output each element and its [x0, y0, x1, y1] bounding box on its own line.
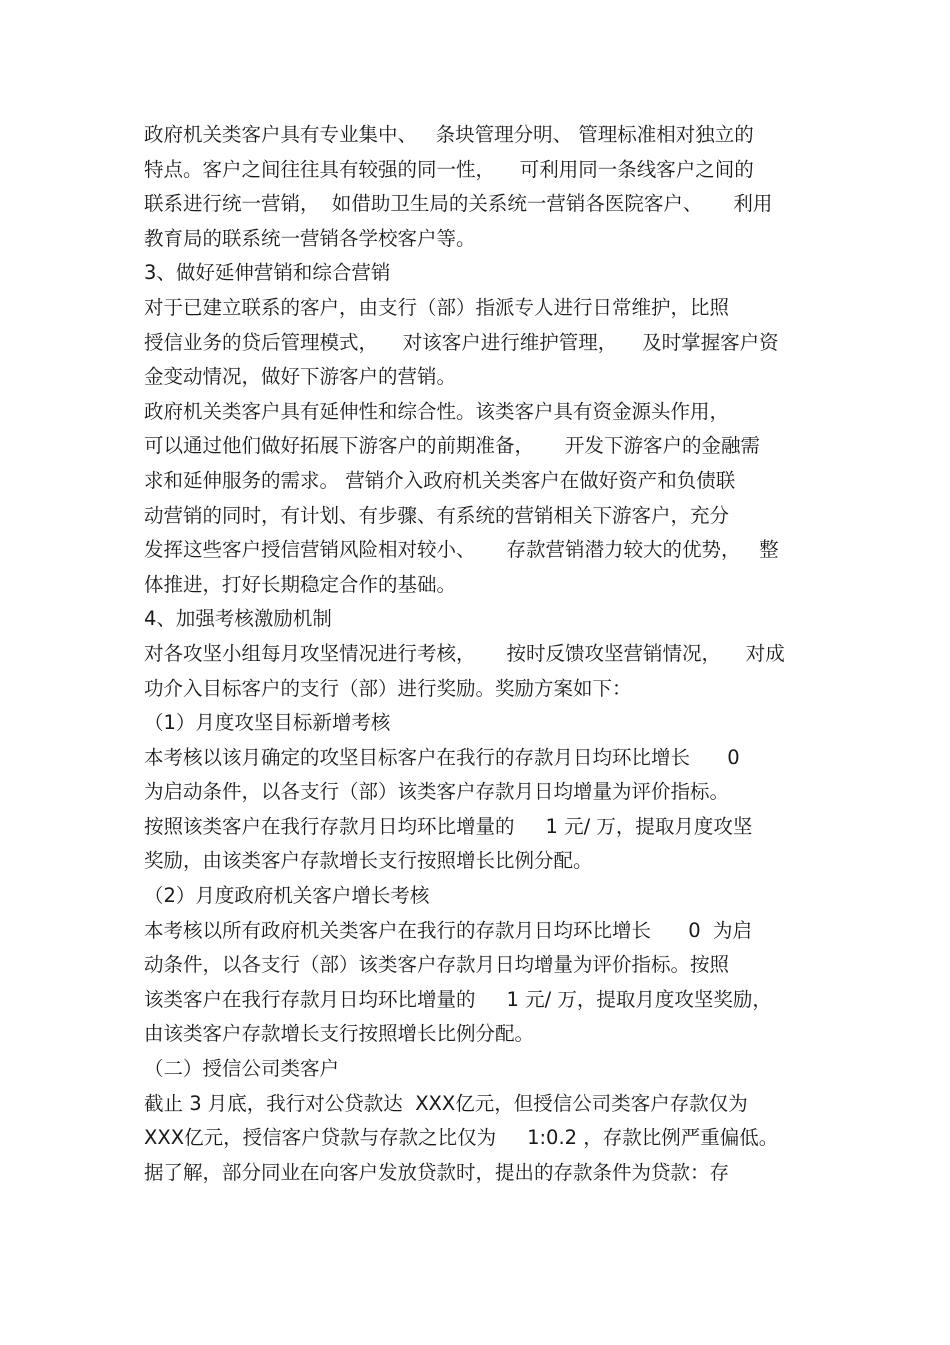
paragraph-line: 联系进行统一营销， 如借助卫生局的关系统一营销各医院客户、 利用 [144, 192, 773, 216]
paragraph-line: 按照该类客户在我行存款月日均环比增量的 1 元/ 万，提取月度攻坚 [144, 814, 753, 838]
paragraph-line: 本考核以所有政府机关类客户在我行的存款月日均环比增长 0 为启 [144, 918, 752, 942]
section-heading: 3、做好延伸营销和综合营销 [144, 261, 391, 285]
paragraph-line: 据了解，部分同业在向客户发放贷款时，提出的存款条件为贷款：存 [144, 1160, 730, 1184]
paragraph-line: 动营销的同时，有计划、有步骤、有系统的营销相关下游客户，充分 [144, 503, 730, 527]
section-heading: （二）授信公司类客户 [144, 1057, 340, 1081]
paragraph-line: 求和延伸服务的需求。 营销介入政府机关类客户在做好资产和负债联 [144, 468, 736, 492]
paragraph-line: 截止 3 月底，我行对公贷款达 XXX亿元，但授信公司类客户存款仅为 [144, 1091, 748, 1115]
paragraph-line: 功介入目标客户的支行（部）进行奖励。奖励方案如下： [144, 676, 632, 700]
paragraph-line: 授信业务的贷后管理模式， 对该客户进行维护管理， 及时掌握客户资 [144, 330, 779, 354]
paragraph-line: 由该类客户存款增长支行按照增长比例分配。 [144, 1022, 535, 1046]
paragraph-line: XXX亿元，授信客户贷款与存款之比仅为 1:0.2 ，存款比例严重偏低。 [144, 1126, 779, 1150]
section-heading: 4、加强考核激励机制 [144, 607, 332, 631]
paragraph-line: 为启动条件，以各支行（部）该类客户存款月日均增量为评价指标。 [144, 780, 730, 804]
paragraph-line: 可以通过他们做好拓展下游客户的前期准备， 开发下游客户的金融需 [144, 434, 760, 458]
subsection-heading: （1）月度攻坚目标新增考核 [144, 711, 391, 735]
paragraph-line: 发挥这些客户授信营销风险相对较小、 存款营销潜力较大的优势， 整 [144, 538, 779, 562]
paragraph-line: 奖励，由该类客户存款增长支行按照增长比例分配。 [144, 849, 593, 873]
paragraph-line: 本考核以该月确定的攻坚目标客户在我行的存款月日均环比增长 0 [144, 745, 740, 769]
paragraph-line: 政府机关类客户具有延伸性和综合性。该类客户具有资金源头作用， [144, 399, 730, 423]
paragraph-line: 动条件，以各支行（部）该类客户存款月日均增量为评价指标。按照 [144, 953, 730, 977]
paragraph-line: 特点。客户之间往往具有较强的同一性， 可利用同一条线客户之间的 [144, 157, 754, 181]
body-text [144, 118, 814, 1190]
paragraph-line: 对于已建立联系的客户，由支行（部）指派专人进行日常维护，比照 [144, 295, 730, 319]
paragraph-line: 该类客户在我行存款月日均环比增量的 1 元/ 万，提取月度攻坚奖励， [144, 987, 772, 1011]
paragraph-line: 体推进，打好长期稳定合作的基础。 [144, 572, 457, 596]
paragraph-line: 金变动情况，做好下游客户的营销。 [144, 365, 457, 389]
paragraph-line: 政府机关类客户具有专业集中、 条块管理分明、 管理标准相对独立的 [144, 123, 754, 146]
paragraph-line: 对各攻坚小组每月攻坚情况进行考核， 按时反馈攻坚营销情况， 对成 [144, 641, 785, 665]
paragraph-line: 教育局的联系统一营销各学校客户等。 [144, 226, 476, 250]
subsection-heading: （2）月度政府机关客户增长考核 [144, 884, 430, 908]
